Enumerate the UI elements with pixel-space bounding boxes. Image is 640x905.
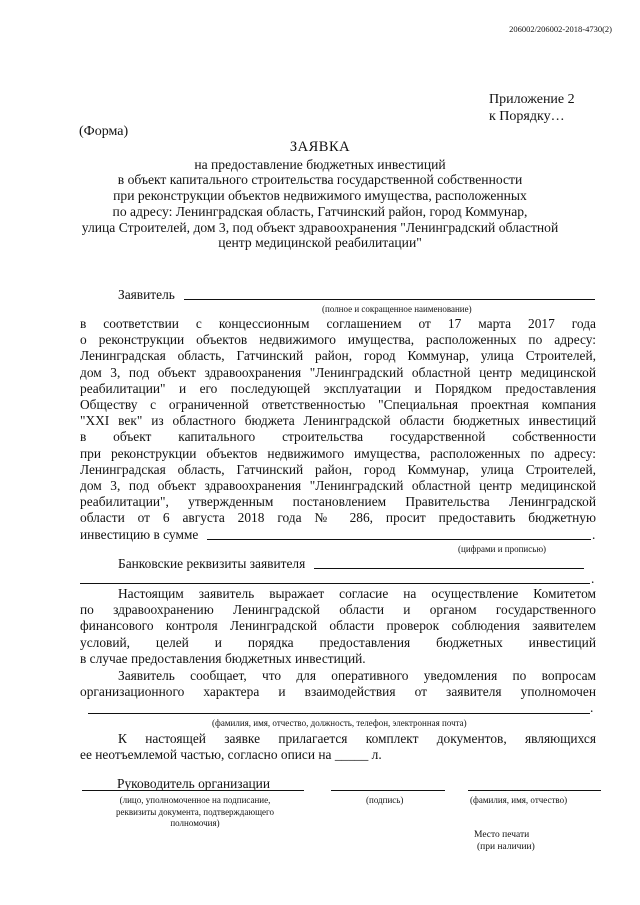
signature-field[interactable] — [331, 790, 445, 791]
bank-end-dot: . — [591, 571, 595, 586]
attachment-paragraph — [80, 731, 596, 763]
stamp-place-label: Место печати — [474, 830, 530, 840]
title-line: на предоставление бюджетных инвестиций — [194, 156, 446, 172]
consent-paragraph — [80, 586, 596, 667]
notice-line: организационного характера и взаимодействия от заявителя уполномочен — [80, 684, 596, 700]
contact-end-dot: . — [590, 700, 594, 715]
applicant-name-field[interactable] — [184, 299, 595, 300]
applicant-label: Заявитель — [118, 287, 175, 302]
body-line: реабилитации" и его последующей эксплуатации и Порядком предоставления — [80, 380, 596, 396]
consent-line: условий, целей и порядка предоставления бюджетных инвестиций — [80, 634, 596, 650]
full-name-caption: (фамилия, имя, отчество) — [470, 795, 568, 805]
full-name-field[interactable] — [468, 790, 601, 791]
title-line: в объект капитального строительства государственной собственности — [117, 172, 523, 188]
notice-line: Заявитель сообщает, что для оперативного уведомления по вопросам — [118, 668, 596, 683]
application-body — [80, 316, 596, 527]
body-line: Обществу с ограниченной ответственностью "Специальная проектная компания — [80, 397, 596, 413]
appendix-order-label: к Порядку… — [489, 109, 565, 124]
amount-field[interactable] — [207, 539, 591, 540]
title-main: ЗАЯВКА — [289, 139, 351, 155]
body-line: дом 3, под объект здравоохранения "Ленинградский областной центр медицинской — [80, 364, 596, 380]
contact-person-field[interactable] — [88, 713, 590, 714]
document-title — [70, 140, 570, 251]
consent-line: по здравоохранению Ленинградской области и органом государственного — [80, 602, 596, 618]
head-of-organization-label: Руководитель организации — [117, 776, 271, 791]
title-line: по адресу: Ленинградская область, Гатчинский район, город Коммунар, — [112, 203, 528, 219]
attachment-line: ее неотъемлемой частью, согласно описи на _____ л. — [80, 747, 382, 763]
bank-details-field[interactable] — [314, 568, 584, 569]
notice-paragraph — [80, 668, 596, 700]
form-label: (Форма) — [79, 124, 129, 139]
body-line: в объект капитального строительства государственной собственности — [80, 429, 596, 445]
title-line: центр медицинской реабилитации" — [218, 235, 422, 251]
body-line: дом 3, под объект здравоохранения "Ленинградский областной центр медицинской — [80, 478, 596, 494]
body-line: реабилитации", утвержденным постановлением Правительства Ленинградской — [80, 494, 596, 510]
authorized-person-field[interactable] — [82, 790, 304, 791]
bank-details-label: Банковские реквизиты заявителя — [118, 556, 306, 571]
body-line: области от 6 августа 2018 года № 286, просит предоставить бюджетную — [80, 510, 596, 526]
body-line: Ленинградская область, Гатчинский район, город Коммунар, улица Строителей, — [80, 348, 596, 364]
document-id: 206002/206002-2018-4730(2) — [509, 24, 612, 34]
signature-caption: (подпись) — [366, 795, 404, 805]
attachment-line: К настоящей заявке прилагается комплект документов, являющихся — [118, 731, 596, 746]
bank-details-field-2[interactable] — [80, 583, 590, 584]
body-line: при реконструкции объектов недвижимого имущества, расположенных по адресу: — [80, 445, 596, 461]
consent-line: в случае предоставления бюджетных инвестиций. — [80, 650, 366, 666]
amount-label: инвестицию в сумме — [80, 527, 199, 542]
stamp-note: (при наличии) — [477, 842, 535, 852]
body-line: "XXI век" из областного бюджета Ленинградской области бюджетных инвестиций — [80, 413, 596, 429]
authorized-person-caption: (лицо, уполномоченное на подписание, реквизиты документа, подтверждающего полномочия) — [116, 795, 274, 828]
consent-line: Настоящим заявитель выражает согласие на осуществление Комитетом — [118, 586, 596, 601]
title-line: при реконструкции объектов недвижимого имущества, расположенных — [113, 188, 527, 204]
body-line: о реконструкции объектов недвижимого имущества, расположенных по адресу: — [80, 332, 596, 348]
amount-end-dot: . — [592, 527, 596, 542]
applicant-caption: (полное и сокращенное наименование) — [322, 304, 472, 314]
consent-line: финансового контроля Ленинградской области проверок соблюдения заявителем — [80, 618, 596, 634]
body-line: в соответствии с концессионным соглашением от 17 марта 2017 года — [80, 316, 596, 331]
amount-caption: (цифрами и прописью) — [458, 544, 547, 554]
contact-caption: (фамилия, имя, отчество, должность, телефон, электронная почта) — [212, 718, 467, 728]
appendix-label: Приложение 2 — [489, 92, 575, 107]
body-line: Ленинградская область, Гатчинский район, город Коммунар, улица Строителей, — [80, 461, 596, 477]
title-line: улица Строителей, дом 3, под объект здравоохранения "Ленинградский областной — [81, 219, 559, 235]
